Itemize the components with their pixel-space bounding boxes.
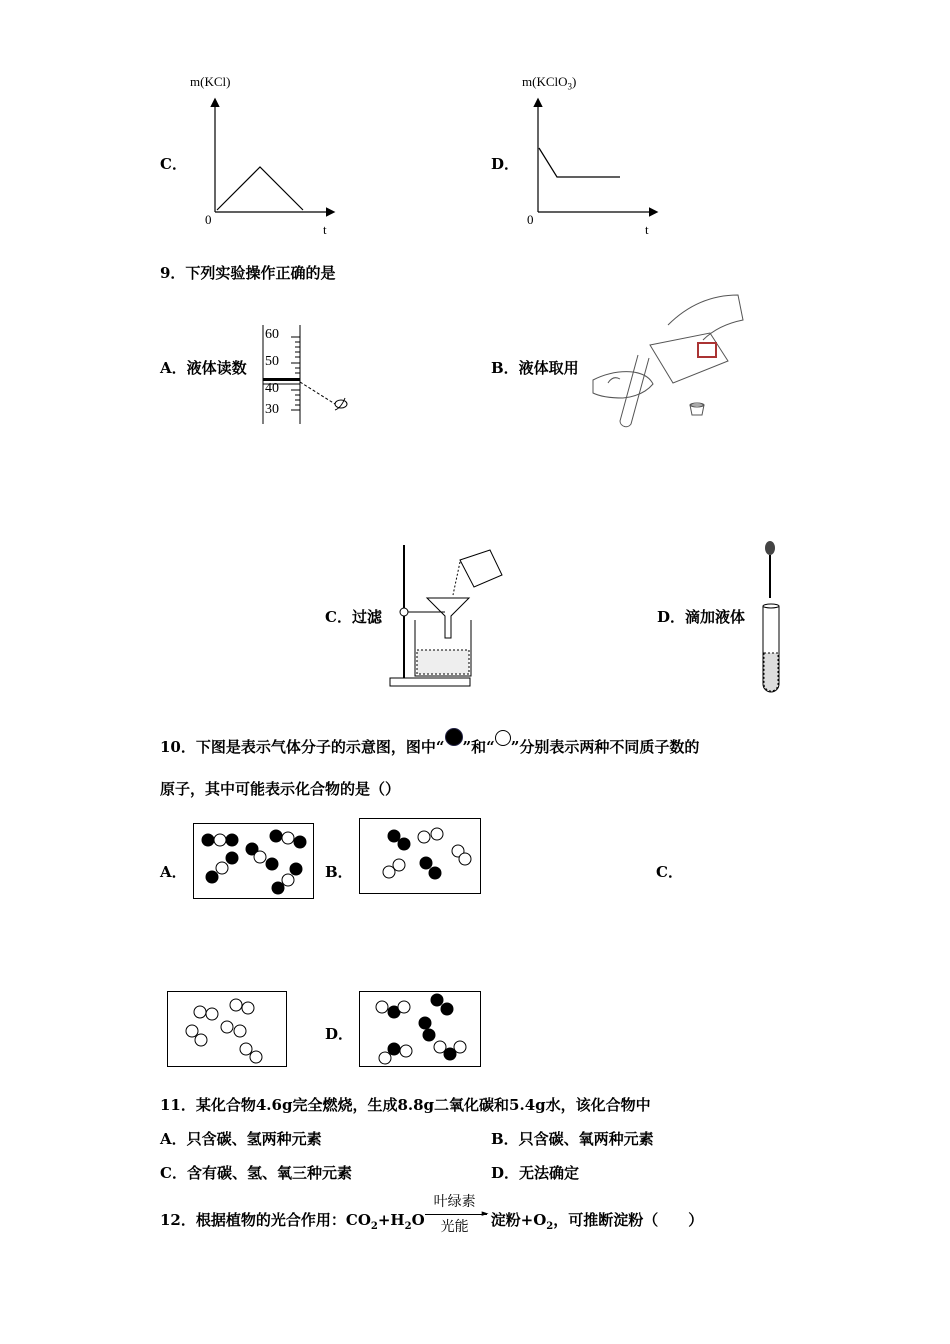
graph-d-x-label: t xyxy=(645,222,649,237)
q9-option-a: A．液体读数 xyxy=(160,359,247,377)
tick-50: 50 xyxy=(265,354,279,369)
q10-option-c: C． xyxy=(656,863,683,881)
q10-stem: 10．下图是表示气体分子的示意图，图中“ ”和“ ”分别表示两种不同质子数的 xyxy=(160,728,699,757)
q9-stem: 9．下列实验操作正确的是 xyxy=(160,264,336,282)
q9-option-d: D．滴加液体 xyxy=(657,608,746,626)
white-atom-icon xyxy=(495,730,511,746)
q9-option-b: B．液体取用 xyxy=(491,359,579,377)
q10-option-a: A． xyxy=(160,863,187,881)
graph-c-label: C． xyxy=(160,155,187,173)
reaction-arrow: 叶绿素 ► 光能 xyxy=(425,1211,491,1225)
option-d-molecule-box xyxy=(359,991,481,1067)
q11-option-b: B．只含碳、氧两种元素 xyxy=(491,1130,654,1148)
q10-option-d: D． xyxy=(325,1025,354,1043)
q11-option-d: D．无法确定 xyxy=(491,1164,580,1182)
q11-option-a: A．只含碳、氢两种元素 xyxy=(160,1130,322,1148)
graph-c-x-label: t xyxy=(323,222,327,237)
graph-d-origin: 0 xyxy=(527,212,534,227)
graph-c-origin: 0 xyxy=(205,212,212,227)
graph-d-label: D． xyxy=(491,155,520,173)
q9-option-c: C．过滤 xyxy=(325,608,382,626)
graph-d-line xyxy=(539,148,620,177)
dropper-test-tube-illustration xyxy=(758,538,788,693)
q11-option-c: C．含有碳、氢、氧三种元素 xyxy=(160,1164,352,1182)
filtration-apparatus-illustration xyxy=(385,540,505,690)
tick-60: 60 xyxy=(265,327,279,342)
graph-c-y-label: m(KCl) xyxy=(190,74,231,89)
option-b-molecule-box xyxy=(359,818,481,894)
q10-option-b: B． xyxy=(325,863,353,881)
graph-c-plot xyxy=(0,0,950,260)
graph-c-line xyxy=(217,167,303,210)
tick-40: 40 xyxy=(265,381,279,396)
q12-stem: 12．根据植物的光合作用：$CO_2+H_2O$ 叶绿素 ► 光能 淀粉$+O_2$，可推断淀粉（ ） xyxy=(160,1194,704,1235)
option-a-molecule-box xyxy=(193,823,314,899)
graph-d-y-label: m(KClO$_3$) xyxy=(522,74,577,92)
black-atom-icon xyxy=(445,728,463,746)
option-c-molecule-box xyxy=(167,991,287,1067)
tick-30: 30 xyxy=(265,402,279,417)
q11-stem: 11．某化合物4.6g完全燃烧，生成8.8g二氧化碳和5.4g水，该化合物中 xyxy=(160,1096,651,1114)
liquid-pouring-illustration xyxy=(588,295,758,435)
q10-stem-line2: 原子，其中可能表示化合物的是（） xyxy=(160,780,401,798)
